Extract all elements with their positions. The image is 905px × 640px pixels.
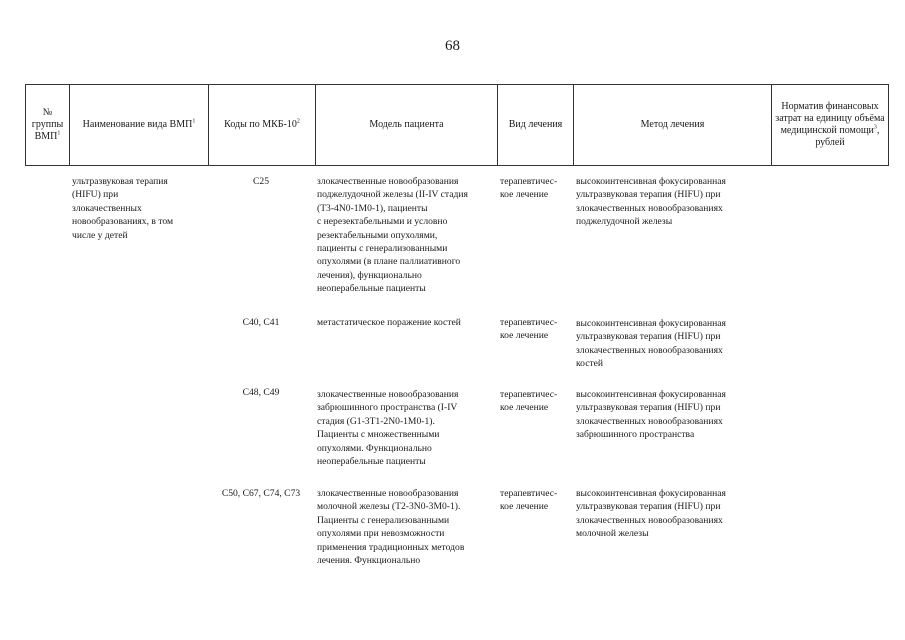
row-treatment-method: высокоинтенсивная фокусированная ультразвуковая терапия (HIFU) при злокачественных новообразованиях молочной железы (576, 488, 726, 540)
header-group-number: № группы ВМП$^1$ (26, 85, 70, 166)
row-icd-code: C40, C41 (242, 317, 280, 328)
row-patient-model: злокачественные новообразования поджелудочной железы (II-IV стадия (T3-4N0-1M0-1), пациенты с нерезектабельными и условно резектабельными опухолями, пациенты с генерализованными опухолями (в плане паллиативного лечения), функционально неоперабельные пациенты (317, 176, 468, 295)
row-patient-model: метастатическое поражение костей (317, 317, 461, 328)
header-treatment-type: Вид лечения (498, 85, 574, 166)
header-icd-codes: Коды по МКБ-$10^2$ (209, 85, 316, 166)
row-treatment-type: терапевтичес- кое лечение (500, 488, 558, 513)
table-header (25, 84, 889, 166)
row-icd-code: C50, C67, C74, C73 (221, 488, 301, 499)
header-patient-model: Модель пациента (316, 85, 498, 166)
row-treatment-method: высокоинтенсивная фокусированная ультразвуковая терапия (HIFU) при злокачественных новообразованиях забрюшинного пространства (576, 389, 726, 441)
row-vmp-name: ультразвуковая терапия (HIFU) при злокачественных новообразованиях, в том числе у детей (72, 176, 174, 241)
row-icd-code: C48, C49 (242, 387, 280, 398)
page-number: 68 (445, 38, 460, 54)
row-treatment-type: терапевтичес- кое лечение (500, 317, 558, 342)
row-treatment-method: высокоинтенсивная фокусированная ультразвуковая терапия (HIFU) при злокачественных новообразованиях костей (576, 318, 726, 370)
row-treatment-method: высокоинтенсивная фокусированная ультразвуковая терапия (HIFU) при злокачественных новообразованиях поджелудочной железы (576, 176, 726, 228)
header-cost-norm: Норматив финансовых затрат на единицу объёма медицинской помощи$^3$, рублей (772, 85, 889, 166)
row-icd-code: C25 (253, 176, 269, 187)
header-treatment-method: Метод лечения (574, 85, 772, 166)
row-patient-model: злокачественные новообразования молочной железы (T2-3N0-3M0-1). Пациенты с генерализованными опухолями при невозможности применения традиционных методов лечения. Функционально (317, 488, 465, 567)
header-vmp-name: Наименование вида ВМП$^1$ (70, 85, 209, 166)
row-treatment-type: терапевтичес- кое лечение (500, 389, 558, 414)
row-treatment-type: терапевтичес- кое лечение (500, 176, 558, 201)
row-patient-model: злокачественные новообразования забрюшинного пространства (I-IV стадия (G1-3T1-2N0-1M0-1). Пациенты с множественными опухолями. Функционально неоперабельные пациенты (317, 389, 459, 468)
